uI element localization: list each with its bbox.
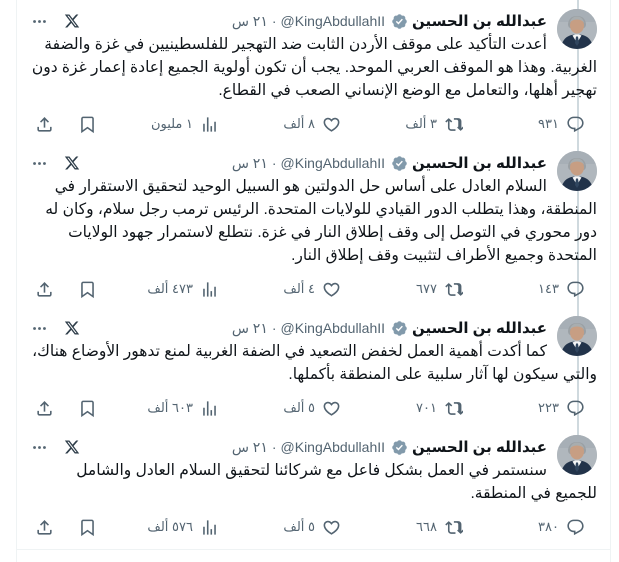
verified-check-icon [391,320,408,337]
tweet-actions [31,111,597,137]
action-end-group [35,399,97,418]
avatar[interactable] [557,151,597,191]
tweet-actions [31,514,597,540]
tweet-header [31,151,547,175]
repost-count: ٣ ألف [405,116,437,131]
reply-icon [566,399,585,418]
display-name[interactable]: عبدالله بن الحسين [412,320,547,337]
verified-check-icon [391,13,408,30]
analytics-bars-icon [200,115,219,134]
share-icon[interactable] [35,115,54,134]
tweet-actions [31,395,597,421]
share-icon[interactable] [35,399,54,418]
more-icon[interactable] [31,439,48,456]
repost-icon [444,399,463,418]
reply-count: ٣٨٠ [538,519,559,534]
tweet-text: سنستمر في العمل بشكل فاعل مع شركائنا لتحقيق السلام العادل والشامل للجميع في المنطقة. [76,462,597,502]
views-count: ٦٠٣ ألف [147,400,193,415]
like-button[interactable] [219,399,341,418]
bookmark-icon[interactable] [78,280,97,299]
tweet-divider [17,549,610,550]
timestamp[interactable]: ٢١ س [231,12,268,29]
analytics-bars-icon [200,518,219,537]
action-end-group [35,518,97,537]
timestamp[interactable]: ٢١ س [231,319,268,336]
bookmark-icon[interactable] [78,115,97,134]
user-handle[interactable]: @KingAbdullahII [280,320,386,336]
repost-button[interactable] [341,518,463,537]
heart-icon [322,399,341,418]
like-count: ٤ ألف [283,281,315,296]
avatar[interactable] [557,435,597,475]
display-name[interactable]: عبدالله بن الحسين [412,13,547,30]
tweet[interactable] [17,426,610,545]
timeline-column [16,0,611,562]
reply-button[interactable] [463,518,585,537]
tweet[interactable] [17,0,610,142]
repost-count: ٦٧٧ [416,281,437,296]
like-count: ٥ ألف [283,519,315,534]
repost-button[interactable] [341,399,463,418]
action-end-group [35,115,97,134]
user-handle[interactable]: @KingAbdullahII [280,13,386,29]
views-button[interactable] [97,399,219,418]
share-icon[interactable] [35,518,54,537]
separator-dot: · [271,13,277,29]
reply-icon [566,280,585,299]
tweet-header [31,435,547,459]
like-button[interactable] [219,280,341,299]
x-logo-icon[interactable] [64,13,80,29]
analytics-bars-icon [200,280,219,299]
separator-dot: · [271,439,277,455]
more-icon[interactable] [31,155,48,172]
tweet-header [31,9,547,33]
reply-count: ٩٣١ [538,116,559,131]
user-handle[interactable]: @KingAbdullahII [280,439,386,455]
tweet-text: أعدت التأكيد على موقف الأردن الثابت ضد التهجير للفلسطينيين في غزة والضفة الغربية. وهذا هو الموقف العربي الموحد. يجب أن تكون أولوية الجميع إعادة إعمار غزة دون تهجير أهلها، والتعامل مع الوضع الإنساني الصعب في القطاع. [31,36,597,99]
repost-icon [444,280,463,299]
views-count: ٤٧٣ ألف [147,281,193,296]
repost-count: ٧٠١ [416,400,437,415]
timestamp[interactable]: ٢١ س [231,154,268,171]
reply-button[interactable] [463,280,585,299]
reply-count: ١٤٣ [538,281,559,296]
x-logo-icon[interactable] [64,155,80,171]
views-count: ٥٧٦ ألف [147,519,193,534]
like-count: ٨ ألف [283,116,315,131]
bookmark-icon[interactable] [78,399,97,418]
tweet-text: كما أكدت أهمية العمل لخفض التصعيد في الضفة الغربية لمنع تدهور الأوضاع هناك، والتي سيكون لها آثار سلبية على المنطقة بأكملها. [32,343,597,383]
repost-icon [444,115,463,134]
user-handle[interactable]: @KingAbdullahII [280,155,386,171]
verified-check-icon [391,155,408,172]
x-logo-icon[interactable] [64,439,80,455]
share-icon[interactable] [35,280,54,299]
heart-icon [322,518,341,537]
action-end-group [35,280,97,299]
bookmark-icon[interactable] [78,518,97,537]
avatar[interactable] [557,316,597,356]
display-name[interactable]: عبدالله بن الحسين [412,439,547,456]
like-count: ٥ ألف [283,400,315,415]
more-icon[interactable] [31,320,48,337]
tweet[interactable] [17,307,610,426]
views-button[interactable] [97,280,219,299]
heart-icon [322,115,341,134]
reply-icon [566,518,585,537]
tweet-actions [31,276,597,302]
views-button[interactable] [97,115,219,134]
repost-button[interactable] [341,280,463,299]
tweet-text: السلام العادل على أساس حل الدولتين هو السبيل الوحيد لتحقيق الاستقرار في المنطقة، وهذا يتطلب الدور القيادي للولايات المتحدة. الرئيس ترمب رجل سلام، وكان له دور محوري في التوصل إلى وقف إطلاق النار في غزة. نتطلع لاستمرار جهود الولايات المتحدة وجميع الأطراف لتثبيت وقف إطلاق النار. [45,178,597,264]
avatar[interactable] [557,9,597,49]
repost-button[interactable] [341,115,463,134]
reply-button[interactable] [463,115,585,134]
separator-dot: · [271,320,277,336]
more-icon[interactable] [31,13,48,30]
like-button[interactable] [219,518,341,537]
reply-button[interactable] [463,399,585,418]
reply-icon [566,115,585,134]
separator-dot: · [271,155,277,171]
reply-count: ٢٢٣ [538,400,559,415]
display-name[interactable]: عبدالله بن الحسين [412,155,547,172]
repost-icon [444,518,463,537]
timestamp[interactable]: ٢١ س [231,438,268,455]
verified-check-icon [391,439,408,456]
like-button[interactable] [219,115,341,134]
repost-count: ٦٦٨ [416,519,437,534]
tweet[interactable] [17,142,610,307]
analytics-bars-icon [200,399,219,418]
views-count: ١ مليون [150,116,193,131]
x-logo-icon[interactable] [64,320,80,336]
heart-icon [322,280,341,299]
views-button[interactable] [97,518,219,537]
tweet-header [31,316,547,340]
